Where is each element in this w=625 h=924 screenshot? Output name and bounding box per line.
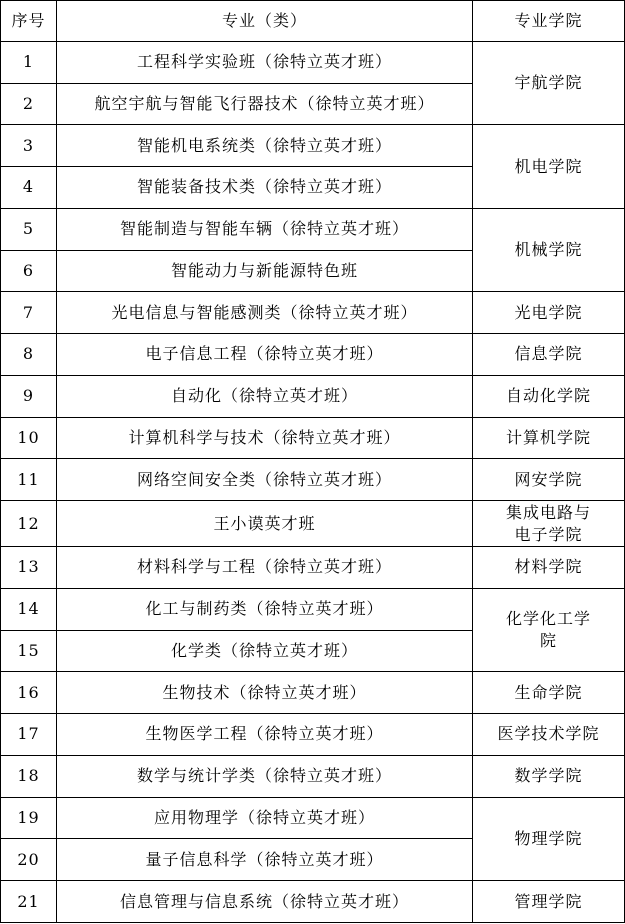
row-college: 机电学院 [473,125,625,209]
row-major: 智能动力与新能源特色班 [57,250,473,292]
table-row [1,208,625,250]
row-major: 工程科学实验班（徐特立英才班） [57,41,473,83]
row-seq: 2 [1,83,57,125]
table-row [1,797,625,839]
table-row [1,125,625,167]
table-row [1,881,625,923]
row-seq: 15 [1,630,57,672]
row-seq: 20 [1,839,57,881]
row-college: 自动化学院 [473,375,625,417]
row-major: 自动化（徐特立英才班） [57,375,473,417]
header-seq: 序号 [1,1,57,42]
table-row [1,755,625,797]
row-seq: 17 [1,714,57,756]
row-major: 化工与制药类（徐特立英才班） [57,588,473,630]
table-row [1,501,625,547]
row-seq: 1 [1,41,57,83]
row-college: 数学学院 [473,755,625,797]
row-seq: 5 [1,208,57,250]
row-major: 应用物理学（徐特立英才班） [57,797,473,839]
row-seq: 4 [1,167,57,209]
row-seq: 12 [1,501,57,547]
row-college: 光电学院 [473,292,625,334]
row-college: 计算机学院 [473,417,625,459]
row-major: 数学与统计学类（徐特立英才班） [57,755,473,797]
row-seq: 7 [1,292,57,334]
table-row [1,334,625,376]
row-college: 管理学院 [473,881,625,923]
table-row [1,714,625,756]
row-college: 宇航学院 [473,41,625,125]
row-seq: 8 [1,334,57,376]
row-major: 化学类（徐特立英才班） [57,630,473,672]
row-major: 航空宇航与智能飞行器技术（徐特立英才班） [57,83,473,125]
row-seq: 18 [1,755,57,797]
row-college: 医学技术学院 [473,714,625,756]
row-college: 化学化工学院 [473,588,625,672]
row-major: 生物医学工程（徐特立英才班） [57,714,473,756]
row-college: 生命学院 [473,672,625,714]
row-seq: 9 [1,375,57,417]
row-college: 集成电路与电子学院 [473,501,625,547]
header-college: 专业学院 [473,1,625,42]
row-seq: 19 [1,797,57,839]
row-college: 网安学院 [473,459,625,501]
row-seq: 3 [1,125,57,167]
table-row [1,292,625,334]
row-major: 光电信息与智能感测类（徐特立英才班） [57,292,473,334]
row-college: 机械学院 [473,208,625,292]
row-major: 网络空间安全类（徐特立英才班） [57,459,473,501]
table-row [1,588,625,630]
row-major: 智能制造与智能车辆（徐特立英才班） [57,208,473,250]
row-seq: 14 [1,588,57,630]
row-college: 材料学院 [473,547,625,589]
row-major: 智能机电系统类（徐特立英才班） [57,125,473,167]
table-row [1,672,625,714]
table-row [1,375,625,417]
row-major: 电子信息工程（徐特立英才班） [57,334,473,376]
table-row [1,459,625,501]
row-major: 生物技术（徐特立英才班） [57,672,473,714]
header-major: 专业（类） [57,1,473,42]
row-major: 王小谟英才班 [57,501,473,547]
row-major: 材料科学与工程（徐特立英才班） [57,547,473,589]
row-seq: 16 [1,672,57,714]
row-seq: 10 [1,417,57,459]
table-row [1,417,625,459]
table-header-row [1,1,625,42]
row-major: 智能装备技术类（徐特立英才班） [57,167,473,209]
row-college: 物理学院 [473,797,625,881]
table-row [1,41,625,83]
row-seq: 13 [1,547,57,589]
row-college: 信息学院 [473,334,625,376]
row-major: 信息管理与信息系统（徐特立英才班） [57,881,473,923]
row-seq: 11 [1,459,57,501]
row-seq: 21 [1,881,57,923]
row-major: 计算机科学与技术（徐特立英才班） [57,417,473,459]
table-row [1,547,625,589]
row-major: 量子信息科学（徐特立英才班） [57,839,473,881]
row-seq: 6 [1,250,57,292]
